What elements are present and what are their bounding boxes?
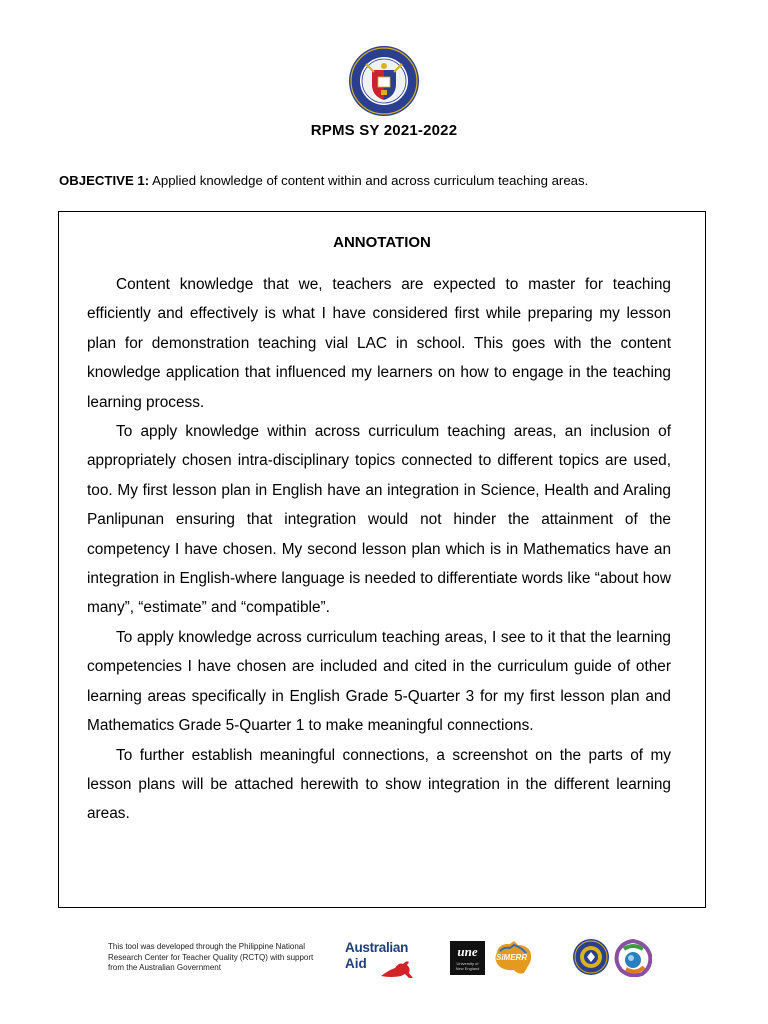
une-logo-subtext: University of New England bbox=[455, 961, 480, 971]
simerr-logo bbox=[492, 939, 534, 977]
objective-label: OBJECTIVE 1: bbox=[59, 173, 150, 188]
page-title: RPMS SY 2021-2022 bbox=[310, 122, 458, 139]
annotation-paragraph: To apply knowledge within across curriculum teaching areas, an inclusion of appropriately chosen intra-disciplinary topics connected to different topics are used, too. My first lesson plan in English have an integration in Science, Health and Araling Panlipunan ensuring that integration would not hinder the attainment of the competency I have chosen. My second lesson plan which is in Mathematics have an integration in English-where language is needed to differentiate words like “about how many”, “estimate” and “compatible”. bbox=[87, 423, 671, 617]
australian-aid-logo bbox=[345, 940, 425, 980]
deped-seal-logo bbox=[344, 44, 424, 118]
annotation-title: ANNOTATION bbox=[333, 234, 431, 251]
annotation-paragraph: Content knowledge that we, teachers are expected to master for teaching efficiently and effectively is what I have considered first while preparing my lesson plan for demonstration teaching vial LAC in school. This goes with the content knowledge application that influenced my learners on how to engage in the teaching learning process. bbox=[87, 276, 671, 411]
rctq-logo bbox=[614, 939, 652, 977]
une-logo-text: une bbox=[457, 944, 478, 959]
simerr-logo-text: SiMERR bbox=[496, 953, 528, 962]
kangaroo-icon bbox=[379, 956, 419, 980]
objective-line bbox=[59, 173, 588, 188]
annotation-body bbox=[87, 270, 671, 829]
australian-aid-line2: Aid bbox=[345, 956, 367, 971]
annotation-box bbox=[58, 211, 706, 908]
objective-text: Applied knowledge of content within and across curriculum teaching areas. bbox=[149, 173, 589, 188]
annotation-paragraph: To further establish meaningful connections, a screenshot on the parts of my lesson plans will be attached herewith to show integration in the different learning areas. bbox=[87, 746, 671, 823]
annotation-paragraph: To apply knowledge across curriculum teaching areas, I see to it that the learning competencies I have chosen are included and cited in the curriculum guide of other learning areas specifically in English Grade 5-Quarter 3 for my first lesson plan and Mathematics Grade 5-Quarter 1 to make meaningful connections. bbox=[87, 628, 671, 735]
australian-aid-line1: Australian bbox=[345, 940, 409, 955]
footer-note: This tool was developed through the Philippine National Research Center for Teacher Quality (RCTQ) with support from the Australian Government bbox=[108, 942, 314, 972]
rctq-seal-logo bbox=[572, 938, 610, 976]
une-logo bbox=[450, 941, 485, 975]
